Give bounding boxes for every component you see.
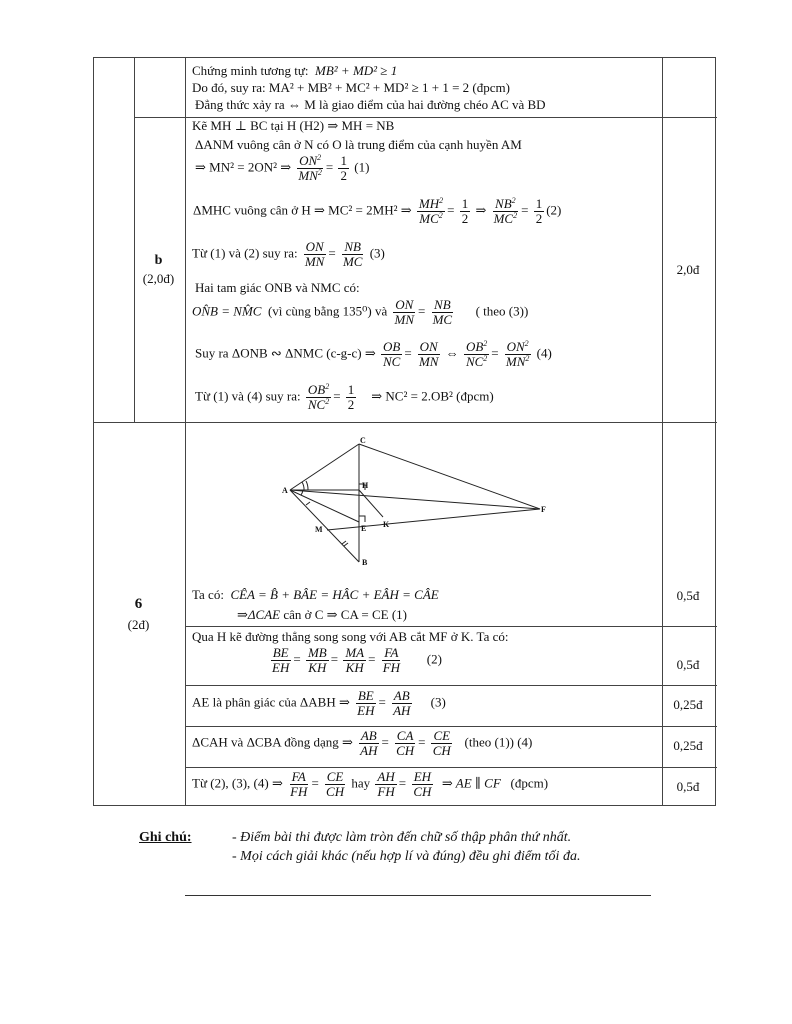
fig-label-k: K (383, 520, 390, 529)
score-b: 2,0đ (676, 262, 700, 277)
footer-note-1: - Điểm bài thi được làm tròn đến chữ số thập phân thứ nhất. (232, 830, 572, 845)
footer-rule (185, 895, 651, 896)
fig-label-b: B (362, 558, 368, 567)
b-line-1: Kẽ MH ⊥ BC tại H (H2) ⇒ MH = NB (192, 118, 395, 133)
part-points-b: (2,0đ) (142, 271, 175, 286)
row-divider-r5 (185, 767, 717, 768)
fig-label-e: E (361, 524, 367, 533)
col-divider-3 (662, 58, 663, 805)
b-line-2: ΔANM vuông cân ở N có O là trung điểm của cạnh huyền AM (195, 137, 522, 152)
fig-label-m: M (315, 525, 323, 534)
question-points-6: (2đ) (127, 617, 150, 632)
fig-label-h: H (362, 481, 369, 490)
q6-r1-line-2: ⇒ΔCAE cân ở C ⇒ CA = CE (1) (237, 607, 407, 622)
top-line-1: Chứng minh tương tự: MB² + MD² ≥ 1 (192, 63, 398, 78)
score-q6-r4: 0,25đ (673, 738, 703, 753)
row-divider-r2 (185, 626, 717, 627)
geometry-figure (270, 432, 560, 572)
row-divider-q6 (94, 422, 717, 423)
fig-label-f: F (541, 505, 546, 514)
b-line-3: ⇒ MN² = 2ON² ⇒ $\frac{ON^2}{MN^2}$ = $\frac{1}{2}$ (1) (195, 153, 370, 183)
b-line-7: ON̂B = NM̂C (vì cùng bằng 135⁰) và $\frac{ON}{MN}$ = $\frac{NB}{MC}$ ( theo (3)) (192, 297, 529, 327)
row-divider-r3 (185, 685, 717, 686)
question-number-6: 6 (134, 596, 143, 612)
q6-r3-line: AE là phân giác của ΔABH ⇒ $\frac{BE}{EH}$ = $\frac{AB}{AH}$ (3) (192, 688, 446, 718)
footer-label: Ghi chú: (139, 830, 192, 845)
q6-r5-line: Từ (2), (3), (4) ⇒ $\frac{FA}{FH}$ = $\frac{CE}{CH}$ hay $\frac{AH}{FH}$ = $\frac{EH}{CH}$ ⇒ AE ∥ CF (đpcm) (192, 769, 549, 799)
score-q6-r1: 0,5đ (676, 588, 700, 603)
fig-label-a: A (282, 486, 288, 495)
q6-r2-line-1: Qua H kẽ đường thẳng song song với AB cắt MF ở K. Ta có: (192, 629, 509, 644)
footer-note-2: - Mọi cách giải khác (nếu hợp lí và đúng) đều ghi điểm tối đa. (232, 849, 581, 864)
q6-r1-line-1: Ta có: CÊA = B̂ + BÂE = HÂC + EÂH = CÂE (192, 587, 439, 602)
score-q6-r2: 0,5đ (676, 657, 700, 672)
col-divider-2 (185, 58, 186, 805)
part-label-b: b (154, 253, 163, 268)
row-divider-r4 (185, 726, 717, 727)
q6-r4-line: ΔCAH và ΔCBA đồng dạng ⇒ $\frac{AB}{AH}$ = $\frac{CA}{CH}$ = $\frac{CE}{CH}$ (theo (1)) (4) (192, 728, 533, 758)
top-line-3: Đẳng thức xảy ra ⇔ M là giao điểm của hai đường chéo AC và BD (195, 97, 546, 112)
b-line-8: Suy ra ΔONB ∾ ΔNMC (c-g-c) ⇒ $\frac{OB}{NC}$ = $\frac{ON}{MN}$ ⇔ $\frac{OB^2}{NC^2}$ = $\frac{ON^2}{MN^2}$ (4) (195, 339, 552, 369)
b-line-9: Từ (1) và (4) suy ra: $\frac{OB^2}{NC^2}$ = $\frac{1}{2}$ ⇒ NC² = 2.OB² (đpcm) (195, 382, 494, 412)
q6-r2-line-2: $\frac{BE}{EH}$ = $\frac{MB}{KH}$ = $\frac{MA}{KH}$ = $\frac{FA}{FH}$ (2) (272, 645, 442, 675)
fig-label-c: C (360, 436, 366, 445)
score-q6-r5: 0,5đ (676, 779, 700, 794)
col-divider-1 (134, 58, 135, 423)
top-line-2: Do đó, suy ra: MA² + MB² + MC² + MD² ≥ 1 + 1 = 2 (đpcm) (192, 80, 510, 95)
b-line-5: Từ (1) và (2) suy ra: $\frac{ON}{MN}$ = $\frac{NB}{MC}$ (3) (192, 239, 385, 269)
b-line-4: ΔMHC vuông cân ở H ⇒ MC² = 2MH² ⇒ $\frac{MH^2}{MC^2}$ = $\frac{1}{2}$ ⇒ $\frac{NB^2}{MC^2}$ = $\frac{1}{2}$ (2) (193, 196, 562, 226)
score-q6-r3: 0,25đ (673, 697, 703, 712)
b-line-6: Hai tam giác ONB và NMC có: (195, 280, 360, 295)
